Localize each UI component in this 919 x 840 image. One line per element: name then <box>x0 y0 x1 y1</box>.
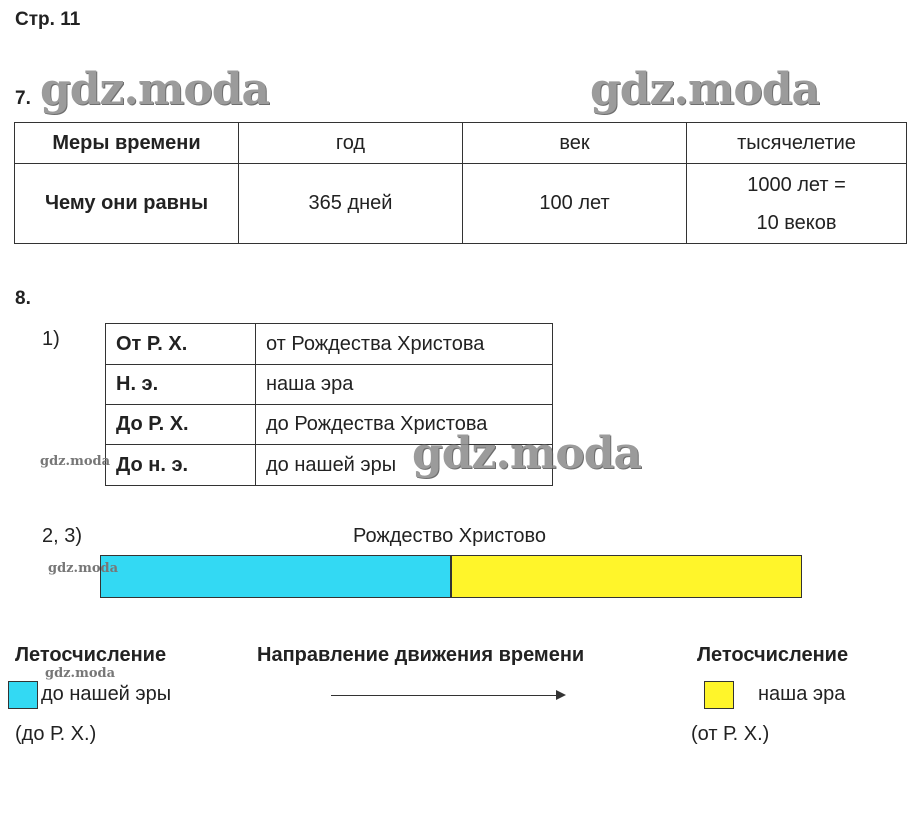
row-cell-millennium <box>687 164 907 244</box>
watermark: gdz.moda <box>45 666 116 681</box>
legend-left-heading: Летосчисление <box>15 644 167 666</box>
table-row <box>106 324 553 365</box>
watermark: gdz.moda <box>40 454 111 469</box>
legend-right-text: наша эра <box>758 683 846 705</box>
table-header-row <box>15 123 907 164</box>
row-cell: 365 дней <box>239 164 463 244</box>
table-row <box>106 365 553 405</box>
part1-label: 1) <box>42 328 60 350</box>
meaning-cell: до нашей эры <box>256 445 553 486</box>
legend-right-heading: Летосчисление <box>697 644 849 666</box>
timeline-ce-segment <box>451 555 802 598</box>
meaning-cell: от Рождества Христова <box>256 324 553 365</box>
legend-bce-swatch <box>8 681 38 709</box>
abbr-cell: Н. э. <box>106 365 256 405</box>
row-cell: Чему они равны <box>15 164 239 244</box>
timeline-divider <box>450 555 451 598</box>
timeline-bce-segment <box>100 555 451 598</box>
legend-center-heading: Направление движения времени <box>257 644 585 666</box>
abbr-cell: До Р. Х. <box>106 405 256 445</box>
timeline-label: Рождество Христово <box>353 525 546 547</box>
meaning-cell: наша эра <box>256 365 553 405</box>
watermark: gdz.moda <box>40 64 270 115</box>
time-measures-table <box>14 122 907 244</box>
part23-label: 2, 3) <box>42 525 83 547</box>
watermark: gdz.moda <box>412 428 642 479</box>
header-cell: тысячелетие <box>687 123 907 164</box>
header-cell: Меры времени <box>15 123 239 164</box>
watermark: gdz.moda <box>590 64 820 115</box>
arrow-right-icon <box>556 690 566 700</box>
millennium-line-2: 10 веков <box>756 211 837 234</box>
legend-left-sub: (до Р. Х.) <box>15 723 97 745</box>
page-label: Стр. 11 <box>15 9 81 30</box>
watermark: gdz.moda <box>48 561 119 576</box>
row-cell: 100 лет <box>463 164 687 244</box>
legend-right-sub: (от Р. Х.) <box>691 723 770 745</box>
legend-left-text: до нашей эры <box>41 683 172 705</box>
time-direction-arrow-line <box>331 695 557 696</box>
meaning-cell: до Рождества Христова <box>256 405 553 445</box>
header-cell: год <box>239 123 463 164</box>
task8-number: 8. <box>15 288 31 309</box>
abbr-cell: От Р. Х. <box>106 324 256 365</box>
table-row <box>15 164 907 244</box>
header-cell: век <box>463 123 687 164</box>
legend-ce-swatch <box>704 681 734 709</box>
millennium-line-1: 1000 лет = <box>747 173 846 196</box>
task7-number: 7. <box>15 88 31 109</box>
abbr-cell: До н. э. <box>106 445 256 486</box>
